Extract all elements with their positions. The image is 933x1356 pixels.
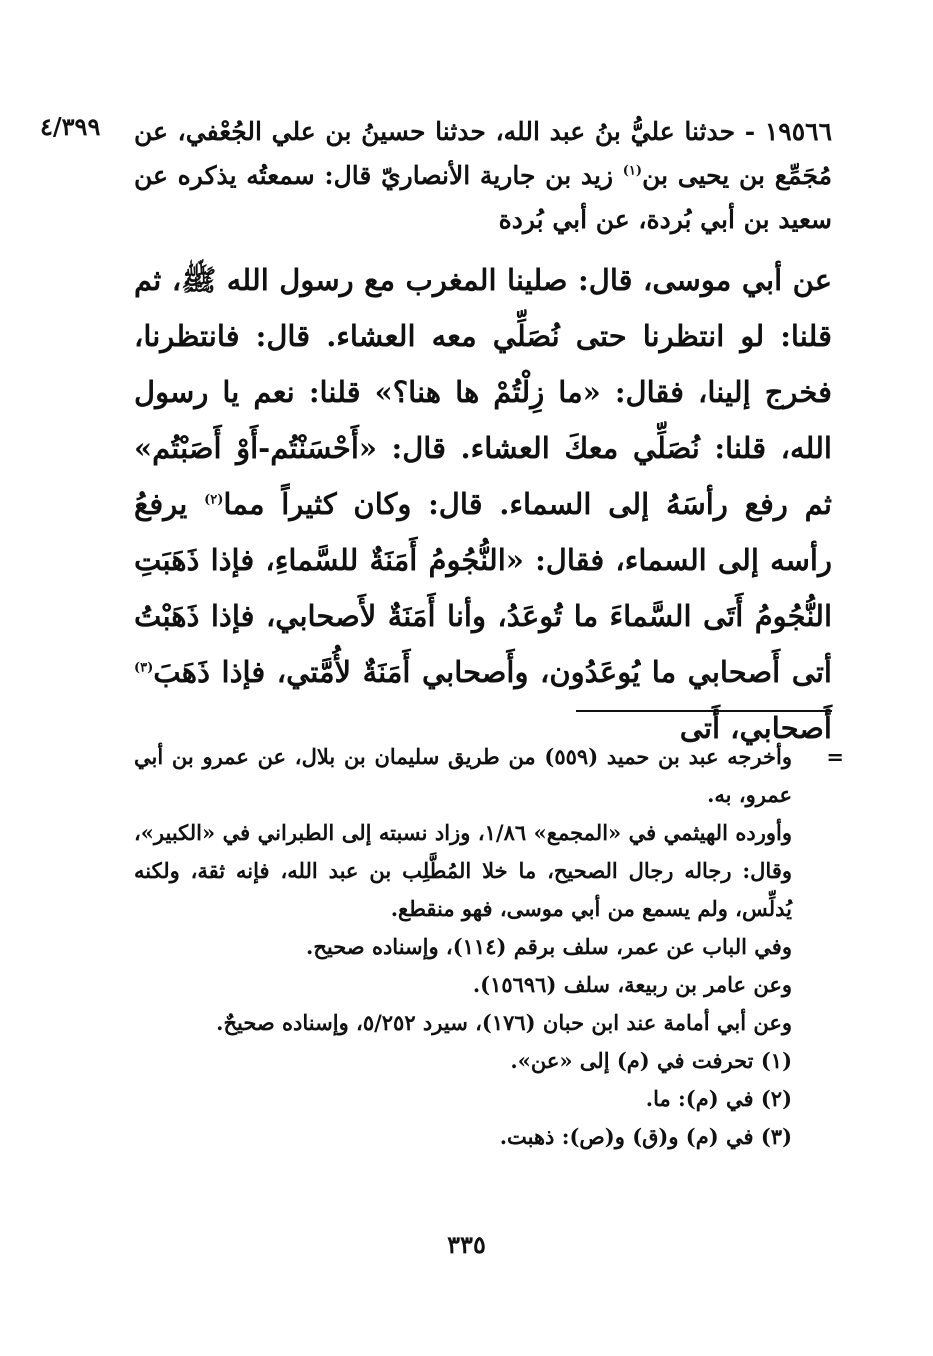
hadith-matn: [134, 252, 832, 756]
continuation-mark: =: [826, 744, 844, 769]
footnote-separator: [576, 710, 832, 712]
footnote-bab-umar: وفي الباب عن عمر، سلف برقم (١١٤)، وإسناده صحيح.: [306, 934, 792, 959]
footnote-ref-3: (٣): [134, 660, 154, 676]
footnote-abu-umama: وعن أبي أمامة عند ابن حبان (١٧٦)، سيرد ٥/٢٥٢، وإسناده صحيحٌ.: [216, 1010, 792, 1035]
isnad-text: ١٩٥٦٦ - حدثنا عليُّ بنُ عبد الله، حدثنا حسينُ بن علي الجُعْفي، عن مُجَمِّع بن يحيى بن: [134, 117, 832, 190]
footnote-haythami: وأورده الهيثمي في «المجمع» ١/٨٦، وزاد نسبته إلى الطبراني في «الكبير»، وقال: رجاله رجال الصحيح، ما خلا المُطَّلِب بن عبد الله، فإنه ثقة، ولكنه يُدلِّس، ولم يسمع من أبي موسى، فهو منقطع.: [134, 820, 793, 921]
hadith-isnad: [134, 110, 832, 242]
footnote-amir: وعن عامر بن ربيعة، سلف (١٥٦٩٦).: [472, 972, 792, 997]
volume-page-reference: ٤/٣٩٩: [40, 112, 101, 141]
matn-text: عن أبي موسى، قال: صلينا المغرب مع رسول الله ﷺ، ثم قلنا: لو انتظرنا حتى نُصَلِّي معه العشاء. قال: فانتظرنا، فخرج إلينا، فقال: «ما زِلْتُمْ ها هنا؟» قلنا: نعم يا رسول الله، قلنا: نُصَلِّي معكَ العشاء. قال: «أَحْسَنْتُم-أَوْ أَصَبْتُم» ثم رفع رأسَهُ إلى السماء. قال: وكان كثيراً مما: [134, 263, 833, 521]
footnote-ref-2: (٢): [204, 492, 224, 508]
footnote-continuation: [134, 738, 844, 814]
isnad-text: زيد بن جارية الأنصاريّ قال: سمعتُه يذكره عن سعيد بن أبي بُردة، عن أبي بُردة: [134, 161, 832, 234]
matn-text: يرفعُ رأسه إلى السماء، فقال: «النُّجُومُ أَمَنَةٌ للسَّماءِ، فإذا ذَهَبَتِ النُّجُومُ أَتَى السَّماءَ ما تُوعَدُ، وأنا أَمَنَةٌ لأَصحابي، فإذا ذَهَبْتُ أتى أَصحابي ما يُوعَدُون، وأَصحابي أَمَنَةٌ لأُمَّتي، فإذا ذَهَبَ: [134, 487, 832, 689]
footnote-2: (٢) في (م): ما.: [645, 1086, 792, 1111]
footnotes: [134, 738, 844, 1156]
footnote-ref-1: (١): [622, 163, 643, 179]
matn-text: أَصحابي، أَتى: [679, 711, 832, 745]
footnote-text: وأخرجه عبد بن حميد (٥٥٩) من طريق سليمان بن بلال، عن عمرو بن أبي عمرو، به.: [134, 744, 792, 807]
footnote-1: (١) تحرفت في (م) إلى «عن».: [510, 1048, 792, 1073]
page-number: ٣٣٥: [447, 1230, 486, 1259]
footnote-3: (٣) في (م) و(ق) و(ص): ذهبت.: [499, 1124, 792, 1149]
